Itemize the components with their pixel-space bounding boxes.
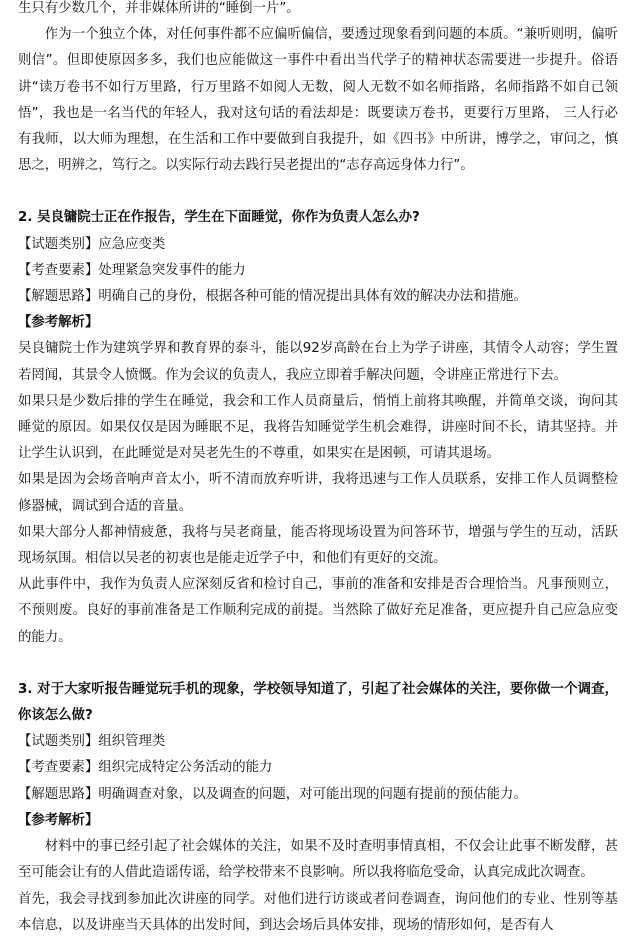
q3-category: 【试题类别】组织管理类: [18, 734, 166, 750]
intro-paragraph: 作为一个独立个体，对任何事件都不应偏听偏信，要透过现象看到问题的本质。“兼听则明，偏听则信”。但即使原因多多，我们也应能做这一事件中看出当代学子的精神状态需要进一步提升。俗语讲“读万卷书不如行万里路，行万里路不如阅人无数，阅人无数不如名师指路，名师指路不如自己领悟”，我也是一名当代的年轻人，我对这句话的看法却是：既要读万卷书，更要行万里路， 三人行必有我师，以大师为理想，在生活和工作中要做到自我提升，如《四书》中所讲，博学之，审问之，慎思之，明辨之，笃行之。以实际行动去践行吴老提出的“志存高远身体力行”。: [18, 27, 618, 174]
intro-line: 生只有少数几个，并非媒体所讲的“睡倒一片”。: [18, 1, 300, 16]
q2-approach: 【解题思路】明确自己的身份，根据各种可能的情况提出具体有效的解决办法和措施。: [18, 289, 527, 305]
q2-paragraph: 如果只是少数后排的学生在睡觉，我会和工作人员商量后，悄悄上前将其唤醒，并简单交谈，询问其睡觉的原因。如果仅仅是因为睡眠不足，我将告知睡觉学生机会难得，讲座时间不长，请其坚持。并让学生认识到，在此睡觉是对吴老先生的不尊重，如果实在是困顿，可请其退场。: [18, 393, 618, 462]
q3-approach: 【解题思路】明确调查对象，以及调查的问题，对可能出现的问题有提前的预估能力。: [18, 786, 527, 802]
q2-paragraph: 从此事件中，我作为负责人应深刻反省和检讨自己，事前的准备和安排是否合理恰当。凡事预则立，不预则废。良好的事前准备是工作顺利完成的前提。当然除了做好充足准备，更应提升自己应急应变的能力。: [18, 577, 618, 645]
q3-element: 【考查要素】组织完成特定公务活动的能力: [18, 760, 273, 776]
question-3-title: 3. 对于大家听报告睡觉玩手机的现象，学校领导知道了，引起了社会媒体的关注，要你做一个调查，你该怎么做?: [18, 681, 618, 724]
q3-analysis-label: 【参考解析】: [18, 812, 99, 828]
q2-category: 【试题类别】应急应变类: [18, 236, 166, 252]
q3-paragraph: 材料中的事已经引起了社会媒体的关注，如果不及时查明事情真相，不仅会让此事不断发酵，甚至可能会让有的人借此造谣传谣，给学校带来不良影响。所以我将临危受命，认真完成此次调查。: [18, 839, 618, 881]
q2-paragraph: 如果是因为会场音响声音太小，听不清而放弃听讲，我将迅速与工作人员联系，安排工作人员调整检修器械，调试到合适的音量。: [18, 472, 618, 514]
spacer: [18, 651, 618, 677]
q3-paragraph: 首先，我会寻找到参加此次讲座的同学。对他们进行访谈或者问卷调查，询问他们的专业、性别等基本信息，以及讲座当天具体的出发时间，到达会场后具体安排，现场的情形如何，是否有人: [18, 891, 618, 933]
question-2-title: 2. 吴良镛院士正在作报告，学生在下面睡觉，你作为负责人怎么办?: [18, 210, 420, 226]
q2-analysis-label: 【参考解析】: [18, 315, 99, 331]
q2-paragraph: 如果大部分人都神情疲惫，我将与吴老商量，能否将现场设置为问答环节，增强与学生的互动，活跃现场氛围。相信以吴老的初衷也是能走近学子中，和他们有更好的交流。: [18, 524, 618, 567]
q2-paragraph: 吴良镛院士作为建筑学界和教育界的泰斗，能以92岁高龄在台上为学子讲座，其情令人动容；学生置若罔闻，其景令人愤慨。作为会议的负责人，我应立即着手解决问题，令讲座正常进行下去。: [18, 341, 618, 383]
spacer: [18, 179, 618, 205]
q2-element: 【考查要素】处理紧急突发事件的能力: [18, 262, 246, 278]
